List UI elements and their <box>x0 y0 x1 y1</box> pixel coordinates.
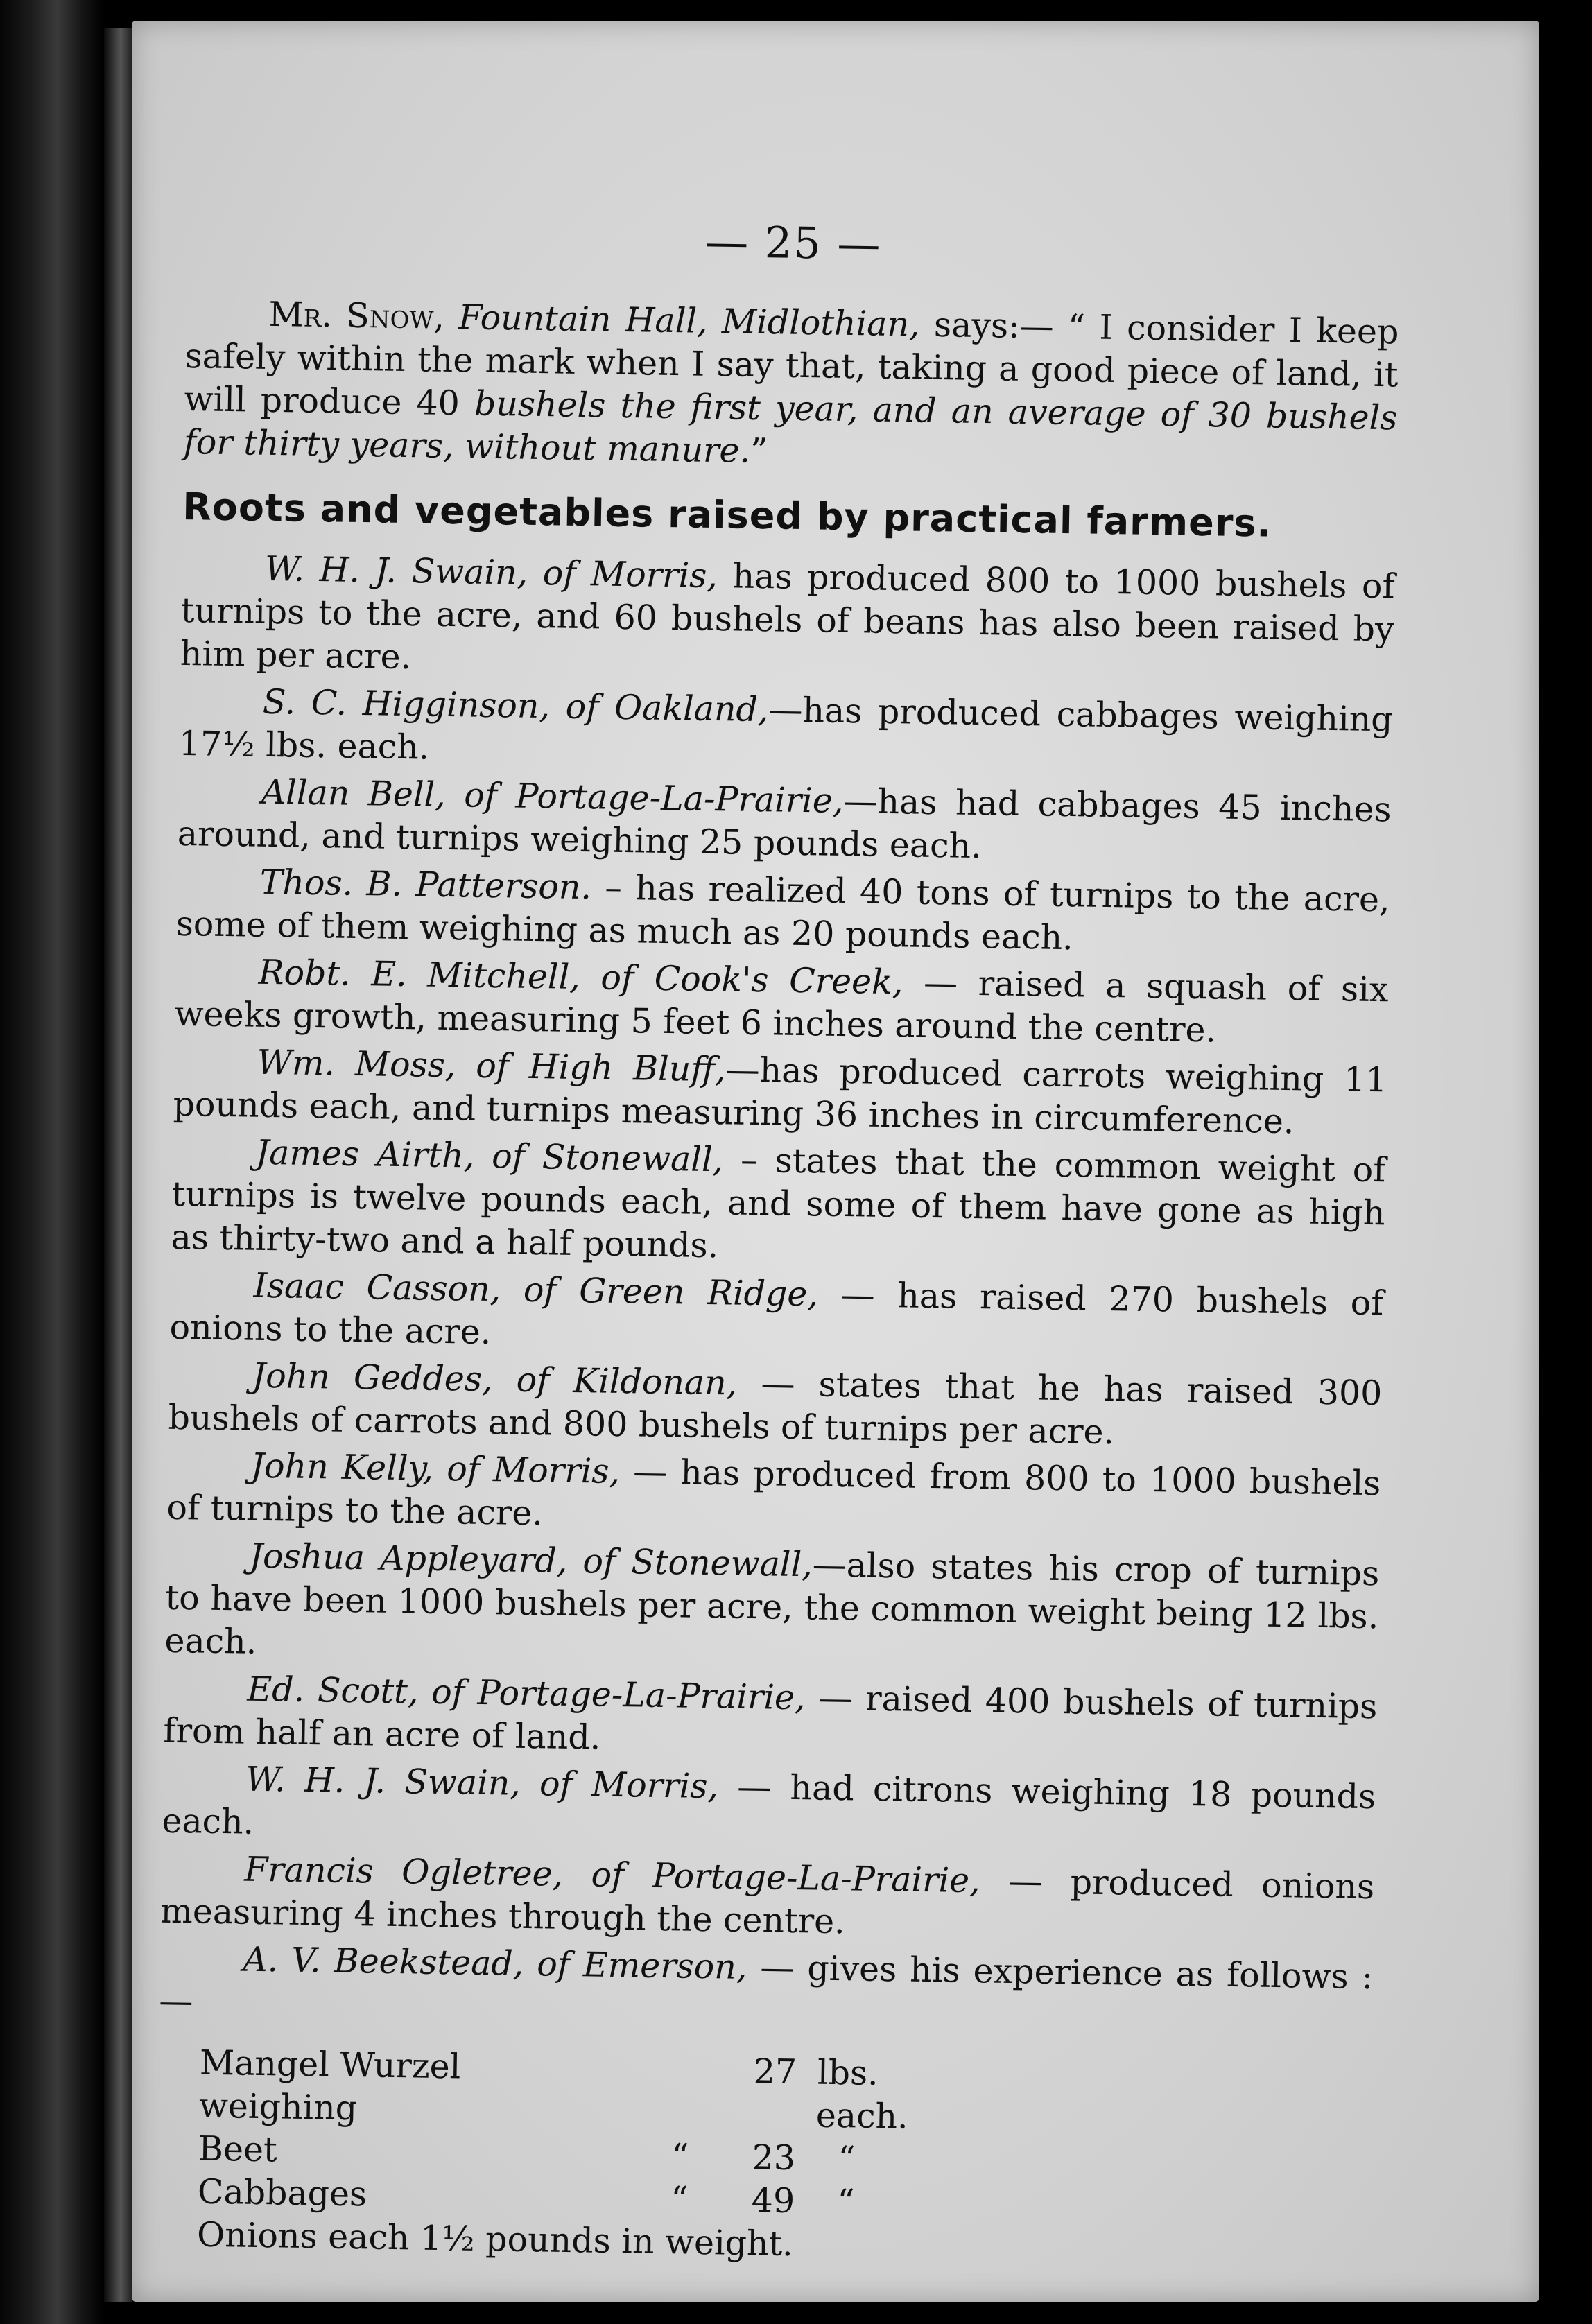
entry-farmer: Isaac Casson, of Green Ridge, <box>253 1265 819 1315</box>
entry-text: – has realized 40 tons of turnips to the acre, some of them weighing as much as 20 pounds each. <box>175 867 1390 958</box>
entry-farmer: Ed. Scott, of Portage-La-Prairie, <box>247 1669 806 1718</box>
entry-text: — produced onions measuring 4 inches through the centre. <box>159 1861 1375 1942</box>
entry-paragraph <box>177 770 1392 874</box>
entry-text: —has produced carrots weighing 11 pounds each, and turnips measuring 36 inches in circumference. <box>173 1050 1387 1142</box>
entries-list <box>159 546 1395 2042</box>
entry-paragraph <box>162 1757 1376 1862</box>
entry-paragraph <box>164 1534 1380 1681</box>
entry-farmer: Robt. E. Mitchell, of Cook's Creek, <box>258 952 903 1003</box>
entry-farmer: W. H. J. Swain, of Morris, <box>245 1759 719 1807</box>
produce-list <box>197 2042 1372 2275</box>
list-item: Cabbages <box>197 2171 367 2214</box>
entry-farmer: Joshua Appleyard, of Stonewall, <box>249 1536 813 1585</box>
entry-paragraph <box>169 1263 1384 1368</box>
entry-farmer: John Geddes, of Kildonan, <box>252 1355 738 1403</box>
entry-farmer: Francis Ogletree, of Portage-La-Prairie, <box>243 1849 981 1901</box>
entry-farmer: John Kelly, of Morris, <box>250 1446 621 1492</box>
entry-paragraph <box>166 1443 1381 1548</box>
entry-paragraph <box>160 1847 1375 1952</box>
intro-emphasis: bushels the first year, and an average of 30 bushels for thirty years, without manure. <box>183 383 1398 471</box>
list-last-line: Onions each 1½ pounds in weight. <box>196 2214 794 2264</box>
intro-place: Fountain Hall, Midlothian, <box>458 297 921 345</box>
entry-text: – states that the common weight of turnips is twelve pounds each, and some of them have gone as high as thirty-two and a half pounds. <box>171 1140 1386 1266</box>
list-qty: 23 <box>752 2137 796 2178</box>
entry-paragraph <box>174 950 1389 1055</box>
entry-farmer: S. C. Higginson, of Oakland, <box>262 682 769 730</box>
list-item: Mangel Wurzel weighing <box>198 2043 461 2128</box>
entry-paragraph <box>159 1937 1374 2042</box>
entry-text: — raised 400 bushels of turnips from half an acre of land. <box>163 1678 1378 1758</box>
entry-farmer: Allan Bell, of Portage-La-Prairie, <box>261 772 844 821</box>
entry-farmer: Wm. Moss, of High Bluff, <box>257 1042 727 1090</box>
entry-text: — gives his experience as follows :— <box>158 1947 1374 2022</box>
entry-paragraph <box>171 1130 1386 1278</box>
intro-name: Mr. Snow <box>268 294 434 337</box>
intro-close-quote: ” <box>750 431 768 471</box>
entry-text: — had citrons weighing 18 pounds each. <box>162 1767 1376 1842</box>
entry-text: —also states his crop of turnips to have been 1000 bushels per acre, the common weight being 12 lbs. each. <box>164 1545 1380 1662</box>
entry-text: — states that he has raised 300 bushels of carrots and 800 bushels of turnips per acre. <box>168 1363 1383 1452</box>
entry-text: — has produced from 800 to 1000 bushels of turnips to the acre. <box>166 1452 1381 1534</box>
page-number: — 25 — <box>704 216 883 270</box>
entry-text: —has produced cabbages weighing 17½ lbs. each. <box>178 690 1394 768</box>
list-qty: 27 <box>753 2052 797 2092</box>
section-heading: Roots and vegetables raised by practical farmers. <box>182 484 1272 546</box>
intro-paragraph: Mr. Snow, Fountain Hall, Midlothian, says:— “ I consider I keep safely within the mark when I say that, taking a good piece of land, it will produce 40 bushels the first year, and an average of 30 bushels for thirty years, without manure.” <box>183 294 1399 471</box>
list-unit: lbs. each. <box>815 2052 909 2137</box>
entry-paragraph <box>173 1040 1387 1145</box>
entry-farmer: Thos. B. Patterson. <box>259 862 592 908</box>
entry-paragraph <box>180 546 1395 694</box>
entry-paragraph <box>175 860 1390 964</box>
list-unit: “ <box>836 2182 855 2222</box>
list-item: Beet <box>198 2128 278 2170</box>
entry-farmer: W. H. J. Swain, of Morris, <box>264 548 718 596</box>
entry-paragraph <box>168 1353 1383 1458</box>
entry-farmer: A. V. Beekstead, of Emerson, <box>242 1939 747 1987</box>
page-content <box>155 208 1401 2275</box>
list-mark: “ <box>670 2179 689 2219</box>
entry-text: — has raised 270 bushels of onions to the acre. <box>169 1274 1384 1353</box>
binding-spine <box>0 0 104 2324</box>
binding-edge <box>104 28 132 2302</box>
list-mark <box>628 2048 734 2135</box>
entry-paragraph <box>163 1667 1378 1771</box>
list-mark: “ <box>670 2136 689 2176</box>
entry-farmer: James Airth, of Stonewall, <box>255 1132 724 1180</box>
entry-paragraph <box>178 679 1393 784</box>
intro-text: says:— “ I consider I keep safely within the mark when I say that, taking a good piece of land, it will produce 40 <box>184 304 1399 424</box>
list-unit: “ <box>837 2139 856 2179</box>
entry-text: has produced 800 to 1000 bushels of turnips to the acre, and 60 bushels of beans has also been raised by him per acre. <box>180 556 1396 677</box>
entry-text: — raised a squash of six weeks growth, measuring 5 feet 6 inches around the centre. <box>174 962 1389 1050</box>
entry-text: —has had cabbages 45 inches around, and turnips weighing 25 pounds each. <box>177 781 1392 867</box>
list-qty: 49 <box>751 2180 795 2221</box>
